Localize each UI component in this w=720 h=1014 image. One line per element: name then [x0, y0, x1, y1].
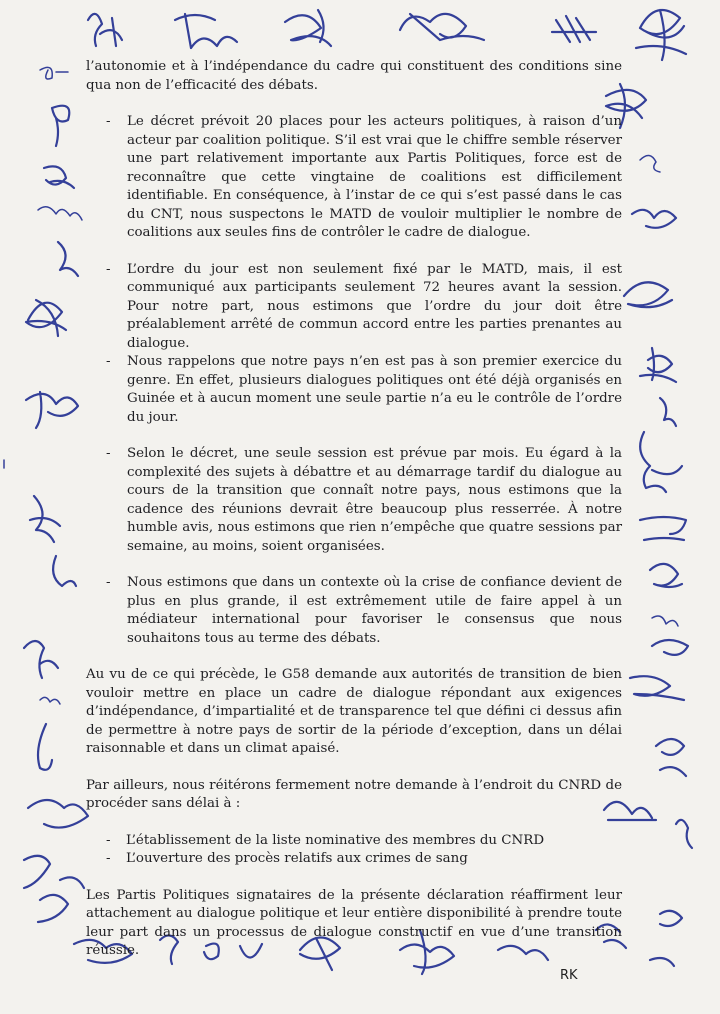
closing-paragraph: Les Partis Politiques signataires de la présente déclaration réaffirment leur attachement au dialogue politique et leur entière disponibilité à prendre toute leur part dans un processus de dialogue constructif en vue d’une transition réussie. [86, 887, 622, 958]
bullet-dash: - [106, 354, 111, 369]
bullet-mediator [86, 574, 622, 648]
item-dash: - [106, 851, 111, 866]
demand-text: L’établissement de la liste nominative des membres du CNRD [126, 832, 545, 848]
demand-text: L’ouverture des procès relatifs aux crimes de sang [126, 851, 468, 866]
bullet-sessions [86, 445, 622, 556]
bullet-text: Nous estimons que dans un contexte où la crise de confiance devient de plus en plus grande, il est extrêmement utile de faire appel à un médiateur international pour favoriser le consensus que nous souhaitons tous au terme des débats. [127, 575, 622, 646]
paragraph-cnrd: Par ailleurs, nous réitérons fermement notre demande à l’endroit du CNRD de procéder sans délai à : [86, 777, 622, 811]
item-dash: - [106, 832, 111, 848]
bullet-dash: - [106, 446, 111, 461]
bullet-dash: - [106, 575, 111, 590]
bullet-coalitions [86, 113, 622, 243]
demand-item [86, 850, 622, 869]
bullet-past-dialogues [86, 353, 622, 427]
bullet-dash: - [106, 261, 111, 277]
bullet-text: L’ordre du jour est non seulement fixé par le MATD, mais, il est communiqué aux participants seulement 72 heures avant la session. Pour notre part, nous estimons que l’ordre du jour doit être préalablement arrêté de commun accord entre les parties prenantes au dialogue. [127, 261, 622, 351]
demand-item [86, 832, 622, 851]
bullet-text: Nous rappelons que notre pays n’en est pas à son premier exercice du genre. En effet, plusieurs dialogues politiques ont été déjà organisés en Guinée et à aucun moment une seule partie n’a eu le contrôle de l’ordre du jour. [127, 354, 622, 425]
paragraph-g58: Au vu de ce qui précède, le G58 demande aux autorités de transition de bien vouloir mettre en place un cadre de dialogue répondant aux exigences d’indépendance, d’impartialité et de transparence tel que défini ci dessus afin de permettre à notre pays de sortir de la période d’exception, dans un délai raisonnable et dans un climat apaisé. [86, 667, 622, 756]
bullet-text: Le décret prévoit 20 places pour les acteurs politiques, à raison d’un acteur par coalition politique. S’il est vrai que le chiffre semble réserver une part relativement importante aux Partis Politiques, force est de reconnaître que cette vingtaine de coalitions est difficilement identifiable. En conséquence, à l’instar de ce qui s’est passé dans le cas du CNT, nous suspectons le MATD de vouloir multiplier le nombre de coalitions aux seules fins de contrôler le cadre de dialogue. [127, 114, 622, 240]
signature-initials: RK [560, 968, 578, 983]
intro-continuation: l’autonomie et à l’indépendance du cadre qui constituent des conditions sine qua non de l’efficacité des débats. [86, 59, 622, 93]
bullet-text: Selon le décret, une seule session est prévue par mois. Eu égard à la complexité des sujets à débattre et au démarrage tardif du dialogue au cours de la transition que connaît notre pays, nous estimons que la cadence des réunions devrait être beaucoup plus resserrée. À notre humble avis, nous estimons que rien n’empêche que quatre sessions par semaine, au moins, soient organisées. [127, 446, 622, 554]
bullet-dash: - [106, 114, 111, 129]
declaration-body [86, 58, 622, 961]
bullet-agenda [86, 261, 622, 354]
